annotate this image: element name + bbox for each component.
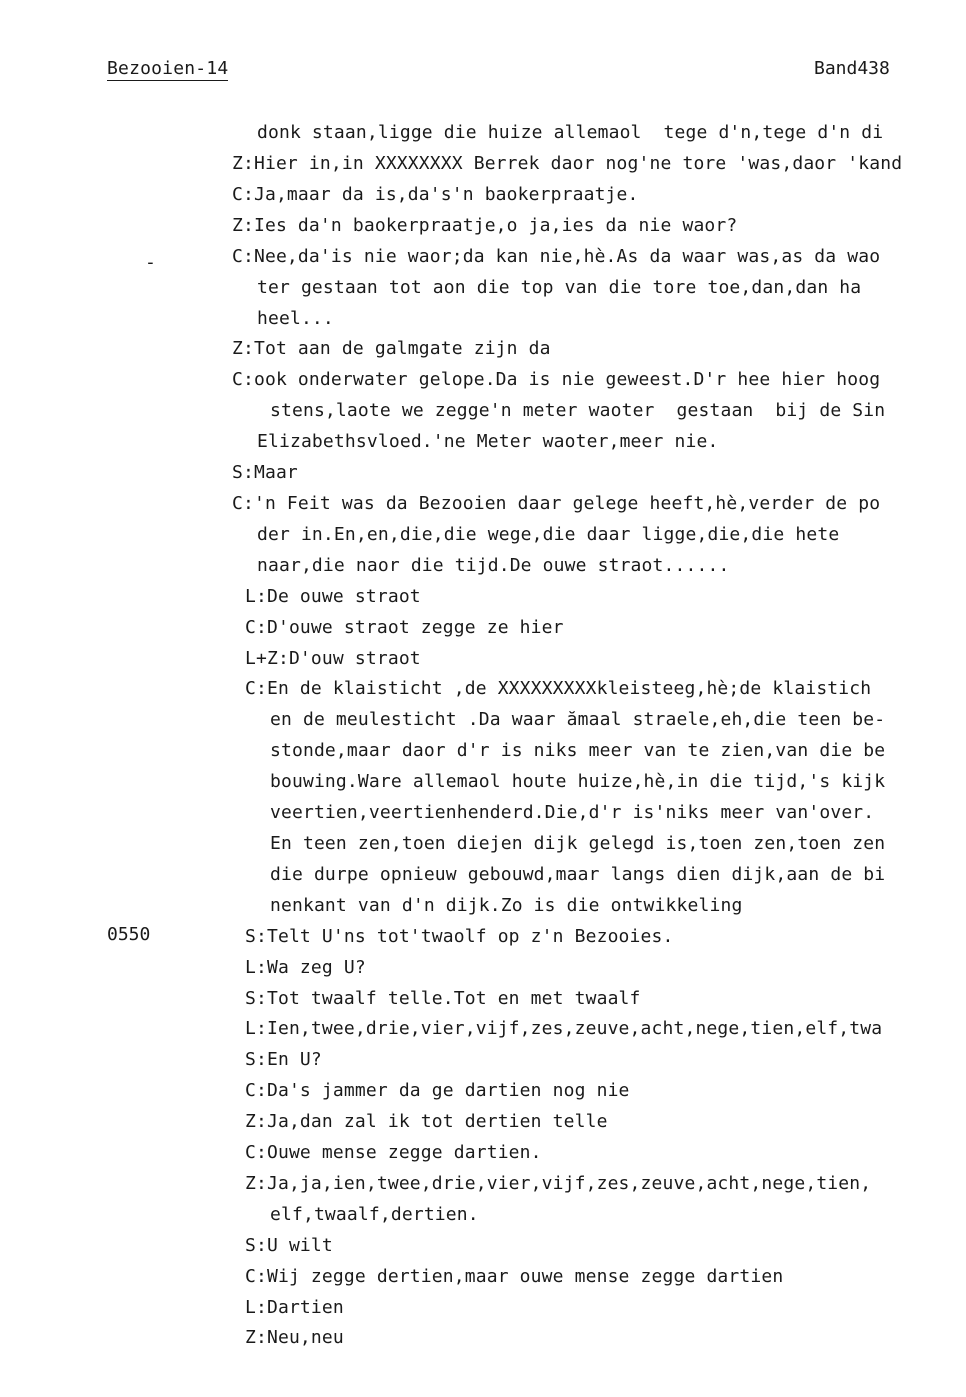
transcript-line: elf,twaalf,dertien. [270, 1204, 479, 1225]
transcript-line: S:Tot twaalf telle.Tot en met twaalf [245, 988, 641, 1009]
transcript-line: C:ook onderwater gelope.Da is nie geweest.D'r hee hier hoog [232, 369, 881, 390]
transcript-line: S:Telt U'ns tot'twaolf op z'n Bezooies. [245, 926, 674, 947]
transcript-line: Z:Ja,dan zal ik tot dertien telle [245, 1111, 608, 1132]
transcript-line: En teen zen,toen diejen dijk gelegd is,toen zen,toen zen [270, 833, 886, 854]
transcript-body [0, 122, 966, 1362]
transcript-line: C:'n Feit was da Bezooien daar gelege heeft,hè,verder de po [232, 493, 881, 514]
transcript-line: L:Ien,twee,drie,vier,vijf,zes,zeuve,acht,nege,tien,elf,twa [245, 1018, 883, 1039]
transcript-line: C:Da's jammer da ge dartien nog nie [245, 1080, 630, 1101]
transcript-line: S:En U? [245, 1049, 322, 1070]
transcript-line: die durpe opnieuw gebouwd,maar langs dien dijk,aan de bi [270, 864, 886, 885]
transcript-line: C:En de klaisticht ,de XXXXXXXXXkleisteeg,hè;de klaistich [245, 678, 872, 699]
transcript-line: C:Ja,maar da is,da's'n baokerpraatje. [232, 184, 639, 205]
transcript-line: C:Nee,da'is nie waor;da kan nie,hè.As da waar was,as da wao [232, 246, 881, 267]
transcript-line: Z:Tot aan de galmgate zijn da [232, 338, 551, 359]
transcript-line: L:Dartien [245, 1297, 344, 1318]
transcript-line: C:Wij zegge dertien,maar ouwe mense zegge dartien [245, 1266, 784, 1287]
margin-counter: 0550 [107, 924, 151, 945]
transcript-line: Z:Ja,ja,ien,twee,drie,vier,vijf,zes,zeuve,acht,nege,tien, [245, 1173, 872, 1194]
transcript-line: naar,die naor die tijd.De ouwe straot...... [257, 555, 730, 576]
transcript-line: C:Ouwe mense zegge dartien. [245, 1142, 542, 1163]
transcript-line: C:D'ouwe straot zegge ze hier [245, 617, 564, 638]
document-id: Bezooien-14 [107, 58, 229, 79]
transcript-line: veertien,veertienhenderd.Die,d'r is'niks meer van'over. [270, 802, 875, 823]
margin-dash: - [145, 252, 156, 273]
transcript-line: L:De ouwe straot [245, 586, 421, 607]
transcript-line: donk staan,ligge die huize allemaol tege d'n,tege d'n di [257, 122, 884, 143]
transcript-line: L+Z:D'ouw straot [245, 648, 421, 669]
transcript-line: ter gestaan tot aon die top van die tore toe,dan,dan ha [257, 277, 862, 298]
transcript-line: L:Wa zeg U? [245, 957, 366, 978]
transcript-line: Elizabethsvloed.'ne Meter waoter,meer nie. [257, 431, 719, 452]
transcript-line: stonde,maar daor d'r is niks meer van te zien,van die be [270, 740, 886, 761]
transcript-line: der in.En,en,die,die wege,die daar ligge,die,die hete [257, 524, 840, 545]
transcript-line: Z:Ies da'n baokerpraatje,o ja,ies da nie waor? [232, 215, 738, 236]
transcript-line: stens,laote we zegge'n meter waoter gestaan bij de Sin [270, 400, 886, 421]
transcript-line: nenkant van d'n dijk.Zo is die ontwikkeling [270, 895, 743, 916]
transcript-line: S:Maar [232, 462, 298, 483]
transcript-line: S:U wilt [245, 1235, 333, 1256]
transcript-line: bouwing.Ware allemaol houte huize,hè,in die tijd,'s kijk [270, 771, 886, 792]
tape-number: Band438 [814, 58, 890, 79]
transcript-line: Z:Hier in,in XXXXXXXX Berrek daor nog'ne tore 'was,daor 'kand [232, 153, 903, 174]
transcript-line: heel... [257, 308, 334, 329]
transcript-line: en de meulesticht .Da waar ămaal straele,eh,die teen be- [270, 709, 886, 730]
transcript-line: Z:Neu,neu [245, 1327, 344, 1348]
